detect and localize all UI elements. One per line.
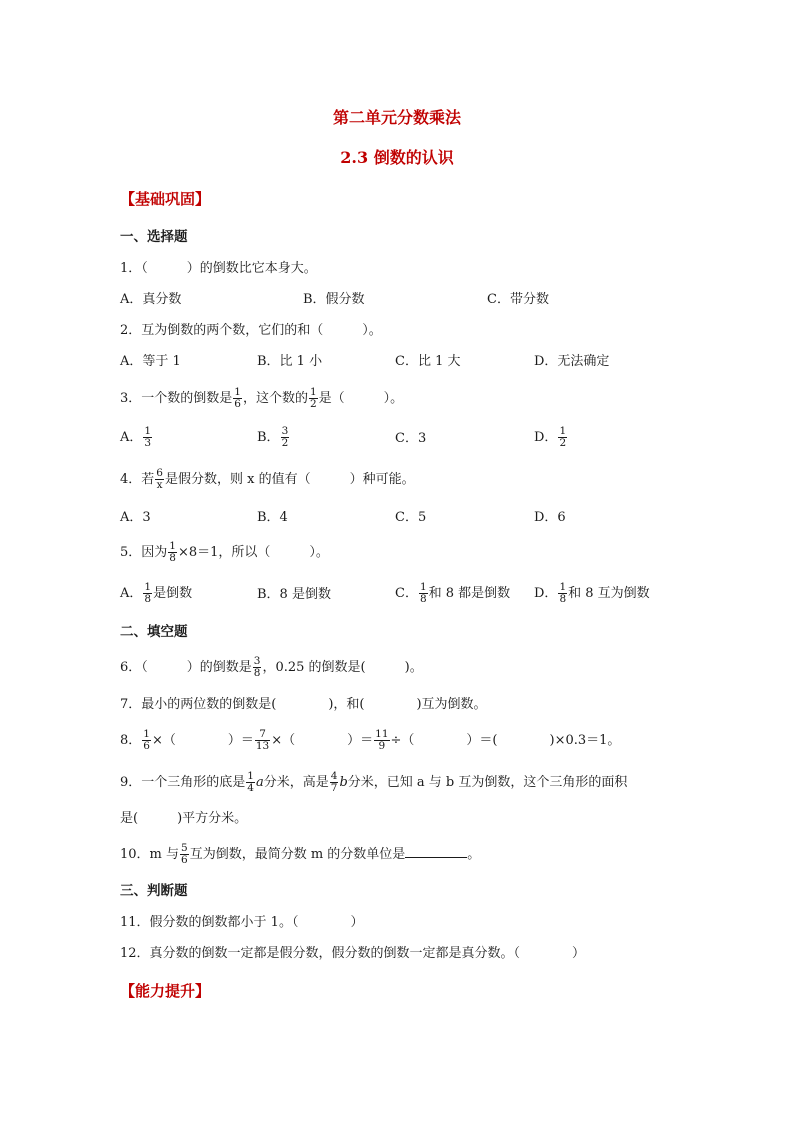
q3-option-b-num: 3 bbox=[281, 424, 289, 437]
q8-fraction-1-num: 1 bbox=[143, 727, 150, 740]
q5-option-d-num: 1 bbox=[559, 580, 567, 593]
q8-fraction-2 bbox=[255, 729, 270, 752]
q5-text-2: ×8＝1，所以（ ）。 bbox=[177, 545, 329, 560]
q3-option-a-fraction bbox=[143, 426, 152, 449]
q5-option-c-fraction bbox=[419, 582, 428, 605]
q4-option-d: D．6 bbox=[534, 510, 566, 525]
q5-fraction-num: 1 bbox=[169, 539, 176, 552]
q3-fraction-1 bbox=[233, 387, 242, 410]
q4-fraction-den: x bbox=[156, 479, 163, 491]
q9-var-a: a bbox=[255, 775, 264, 790]
q3-fraction-1-num: 1 bbox=[234, 385, 241, 398]
q8-fraction-3 bbox=[374, 729, 389, 752]
q10-fraction-den: 6 bbox=[181, 854, 188, 866]
q9-stem-line2: 是( )平方分米。 bbox=[120, 811, 248, 826]
q9-fraction-1-den: 4 bbox=[247, 782, 254, 794]
q3-option-a-den: 3 bbox=[144, 437, 152, 449]
section-basic: 【基础巩固】 bbox=[120, 190, 211, 208]
q4-option-a: A．3 bbox=[120, 510, 151, 525]
q9-text-2: 分米，高是 bbox=[263, 775, 329, 790]
q5-option-d-label: D． bbox=[534, 586, 558, 601]
q5-text-1: 5．因为 bbox=[120, 545, 168, 560]
q3-option-b-den: 2 bbox=[281, 437, 289, 449]
q3-option-d-fraction bbox=[558, 426, 567, 449]
q12-stem: 12．真分数的倒数一定都是假分数，假分数的倒数一定都是真分数。（ ） bbox=[120, 946, 586, 961]
q9-fraction-1 bbox=[246, 771, 255, 794]
q8-fraction-1-den: 6 bbox=[143, 740, 150, 752]
q9-fraction-2-den: 7 bbox=[330, 782, 338, 794]
part-fill-heading: 二、填空题 bbox=[120, 624, 188, 640]
q5-option-a-num: 1 bbox=[144, 580, 152, 593]
q6-fraction-num: 3 bbox=[253, 654, 261, 667]
q4-fraction-num: 6 bbox=[156, 466, 163, 479]
q3-option-a-label: A． bbox=[120, 430, 143, 445]
q8-fraction-2-den: 13 bbox=[255, 740, 270, 752]
q5-fraction bbox=[168, 541, 177, 564]
q1-option-c: C．带分数 bbox=[487, 292, 549, 307]
q3-fraction-1-den: 6 bbox=[234, 398, 241, 410]
q5-option-d bbox=[534, 581, 650, 607]
q5-stem bbox=[120, 540, 329, 566]
q3-option-c: C．3 bbox=[395, 431, 427, 446]
q6-fraction bbox=[253, 656, 262, 679]
q8-text-1: 8． bbox=[120, 733, 142, 748]
part-judge-heading: 三、判断题 bbox=[120, 883, 188, 899]
q1-stem: 1．（ ）的倒数比它本身大。 bbox=[120, 261, 317, 276]
q10-text-3: 。 bbox=[467, 847, 481, 862]
q2-option-b: B．比 1 小 bbox=[257, 354, 323, 369]
q9-text-1: 9．一个三角形的底是 bbox=[120, 775, 246, 790]
q2-option-c: C．比 1 大 bbox=[395, 354, 461, 369]
q5-option-c-den: 8 bbox=[419, 593, 427, 605]
q9-fraction-2 bbox=[330, 771, 339, 794]
q3-stem bbox=[120, 386, 403, 412]
q3-fraction-2-num: 1 bbox=[309, 385, 317, 398]
q2-stem: 2．互为倒数的两个数，它们的和（ ）。 bbox=[120, 323, 382, 338]
q9-fraction-2-num: 4 bbox=[330, 769, 338, 782]
q3-option-a bbox=[120, 425, 153, 451]
q8-fraction-3-den: 9 bbox=[378, 740, 386, 752]
q8-stem bbox=[120, 728, 620, 754]
q6-stem bbox=[120, 655, 423, 681]
q5-option-d-den: 8 bbox=[559, 593, 567, 605]
q2-option-d: D．无法确定 bbox=[534, 354, 610, 369]
q3-fraction-2-den: 2 bbox=[309, 398, 317, 410]
q3-fraction-2 bbox=[309, 387, 318, 410]
q3-option-a-num: 1 bbox=[144, 424, 152, 437]
q3-option-d-den: 2 bbox=[559, 437, 567, 449]
q5-option-c-text: 和 8 都是倒数 bbox=[428, 586, 511, 601]
q5-option-d-text: 和 8 互为倒数 bbox=[568, 586, 650, 601]
q3-option-b-label: B． bbox=[257, 430, 280, 445]
q5-option-a-text: 是倒数 bbox=[153, 586, 193, 601]
q5-option-a-label: A． bbox=[120, 586, 143, 601]
q10-text-2: 互为倒数，最简分数 m 的分数单位是 bbox=[189, 847, 406, 862]
q8-text-2: ×（ ）＝ bbox=[151, 733, 254, 748]
q6-fraction-den: 8 bbox=[253, 667, 261, 679]
unit-title: 第二单元分数乘法 bbox=[332, 108, 461, 127]
q4-stem bbox=[120, 467, 415, 493]
q10-fraction-num: 5 bbox=[181, 841, 188, 854]
q4-option-b: B．4 bbox=[257, 510, 288, 525]
q7-stem: 7．最小的两位数的倒数是( )，和( )互为倒数。 bbox=[120, 697, 487, 712]
q4-text-1: 4．若 bbox=[120, 472, 155, 487]
q10-stem bbox=[120, 842, 480, 868]
lesson-title: 2.3 倒数的认识 bbox=[340, 148, 454, 167]
q5-option-b: B．8 是倒数 bbox=[257, 587, 331, 602]
q2-option-a: A．等于 1 bbox=[120, 354, 181, 369]
q6-text-1: 6．（ ）的倒数是 bbox=[120, 660, 252, 675]
q11-stem: 11．假分数的倒数都小于 1。（ ） bbox=[120, 915, 364, 930]
q3-option-d-label: D． bbox=[534, 430, 558, 445]
q3-option-b bbox=[257, 425, 290, 451]
q9-stem-line1 bbox=[120, 770, 627, 796]
q8-text-3: ×（ ）＝ bbox=[271, 733, 374, 748]
q8-fraction-1 bbox=[142, 729, 151, 752]
q1-option-a: A．真分数 bbox=[120, 292, 182, 307]
q5-option-d-fraction bbox=[558, 582, 567, 605]
q3-option-d bbox=[534, 425, 568, 451]
q6-text-2: ，0.25 的倒数是( )。 bbox=[262, 660, 423, 675]
q10-text-1: 10．m 与 bbox=[120, 847, 180, 862]
q3-option-d-num: 1 bbox=[559, 424, 567, 437]
q8-text-4: ÷（ ）＝( )×0.3＝1。 bbox=[390, 733, 621, 748]
q4-fraction bbox=[155, 468, 164, 491]
q1-option-b: B．假分数 bbox=[303, 292, 365, 307]
part-choice-heading: 一、选择题 bbox=[120, 229, 188, 245]
q5-fraction-den: 8 bbox=[169, 552, 176, 564]
q5-option-c-label: C． bbox=[395, 586, 418, 601]
q5-option-c bbox=[395, 581, 510, 607]
q3-option-b-fraction bbox=[281, 426, 290, 449]
q9-fraction-1-num: 1 bbox=[247, 769, 254, 782]
q5-option-a bbox=[120, 581, 192, 607]
q3-text-2: ，这个数的 bbox=[242, 391, 308, 406]
q4-text-2: 是假分数，则 x 的值有（ ）种可能。 bbox=[164, 472, 415, 487]
q9-var-b: b bbox=[339, 775, 348, 790]
q4-option-c: C．5 bbox=[395, 510, 427, 525]
q9-text-3: 分米，已知 a 与 b 互为倒数，这个三角形的面积 bbox=[347, 775, 628, 790]
q10-answer-blank[interactable] bbox=[405, 845, 467, 858]
q5-option-a-fraction bbox=[143, 582, 152, 605]
q8-fraction-3-num: 11 bbox=[375, 727, 389, 740]
q8-fraction-2-num: 7 bbox=[255, 729, 270, 741]
q5-option-a-den: 8 bbox=[144, 593, 152, 605]
q3-text-1: 3．一个数的倒数是 bbox=[120, 391, 233, 406]
section-advanced: 【能力提升】 bbox=[120, 982, 211, 1000]
q5-option-c-num: 1 bbox=[419, 580, 427, 593]
q3-text-3: 是（ ）。 bbox=[318, 391, 404, 406]
q10-fraction bbox=[180, 843, 189, 866]
